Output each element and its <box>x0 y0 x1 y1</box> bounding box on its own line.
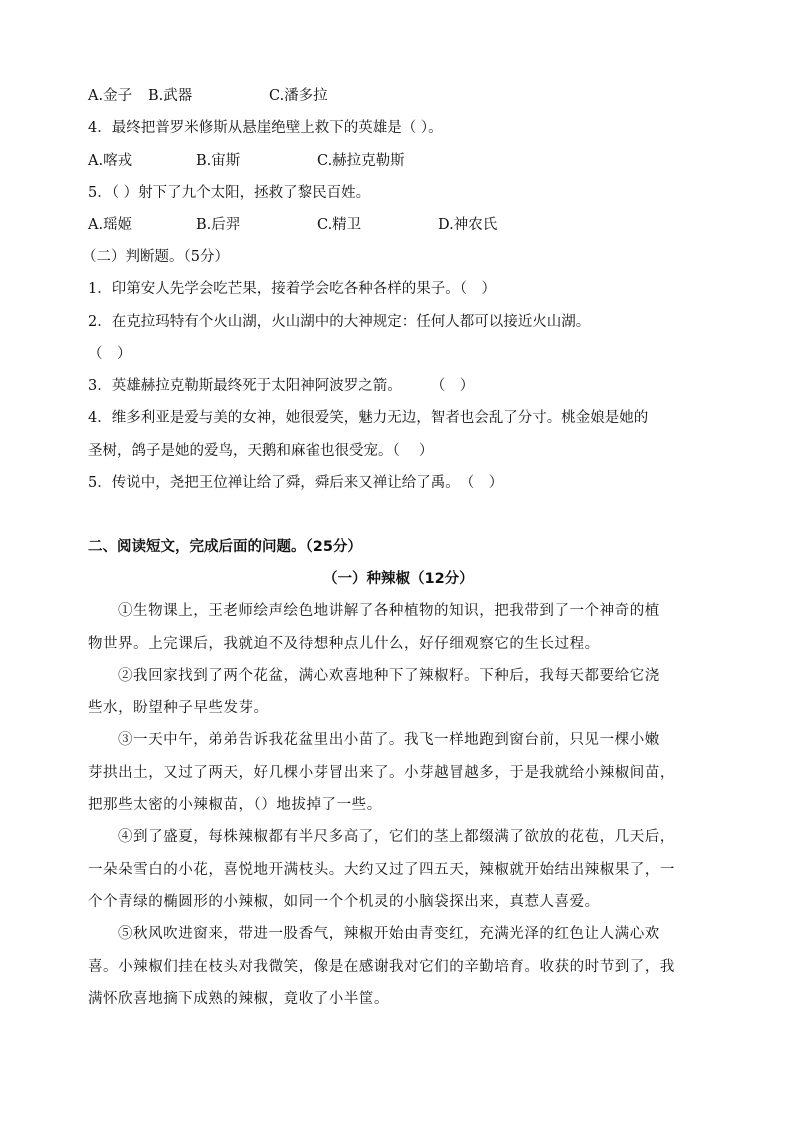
judge-section-title: （二）判断题。（5分） <box>82 249 229 265</box>
paragraph-3-line2: 芽拱出土，又过了两天，好几棵小芽冒出来了。小芽越冒越多，于是我就给小辣椒间苗， <box>88 765 675 781</box>
q3-option-c: C.潘多拉 <box>269 88 328 104</box>
q5-option-c: C.精卫 <box>317 217 362 233</box>
paragraph-5-line3: 满怀欣喜地摘下成熟的辣椒，竟收了小半筐。 <box>88 991 389 1007</box>
q3-option-b: B.武器 <box>148 88 193 104</box>
judge-3: 3．英雄赫拉克勒斯最终死于太阳神阿波罗之箭。 （ ） <box>88 378 475 394</box>
paragraph-3-line3: 把那些太密的小辣椒苗，（）地拔掉了一些。 <box>88 797 382 813</box>
judge-4-line1: 4．维多利亚是爱与美的女神，她很爱笑，魅力无边，智者也会乱了分寸。桃金娘是她的 <box>88 410 649 426</box>
question-4: 4．最终把普罗米修斯从悬崖绝壁上救下的英雄是（ ）。 <box>88 120 443 136</box>
q4-option-c: C.赫拉克勒斯 <box>317 153 405 169</box>
paragraph-3-line1: ③一天中午，弟弟告诉我花盆里出小苗了。我飞一样地跑到窗台前，只见一棵小嫩 <box>118 732 660 748</box>
judge-2-line1: 2．在克拉玛特有个火山湖，火山湖中的大神规定：任何人都可以接近火山湖。 <box>88 314 591 330</box>
paragraph-2-line2: 些水，盼望种子早些发芽。 <box>88 700 269 716</box>
paragraph-4-line3: 个个青绿的椭圆形的小辣椒，如同一个个机灵的小脑袋探出来，真惹人喜爱。 <box>88 894 600 910</box>
paragraph-4-line1: ④到了盛夏，每株辣椒都有半尺多高了，它们的茎上都缀满了欲放的花苞，几天后， <box>118 829 675 845</box>
reading-section-heading: 二、阅读短文，完成后面的问题。（25分） <box>88 539 362 555</box>
paragraph-5-line1: ⑤秋风吹进窗来，带进一股香气，辣椒开始由青变红，充满光泽的红色让人满心欢 <box>118 926 660 942</box>
judge-5: 5．传说中，尧把王位禅让给了舜，舜后来又禅让给了禹。 （ ） <box>88 475 504 491</box>
paragraph-1-line1: ①生物课上，王老师绘声绘色地讲解了各种植物的知识，把我带到了一个神奇的植 <box>118 603 660 619</box>
q4-option-b: B.宙斯 <box>196 153 241 169</box>
paragraph-4-line2: 一朵朵雪白的小花，喜悦地开满枝头。大约又过了四五天，辣椒就开始结出辣椒果了，一 <box>88 862 675 878</box>
paragraph-5-line2: 喜。小辣椒们挂在枝头对我微笑，像是在感谢我对它们的辛勤培育。收获的时节到了，我 <box>88 959 675 975</box>
judge-2-line2: （ ） <box>88 346 132 362</box>
q5-option-a: A.瑶姬 <box>88 217 133 233</box>
judge-1: 1．印第安人先学会吃芒果，接着学会吃各种各样的果子。（ ） <box>88 281 496 297</box>
q3-option-a: A.金子 <box>88 88 133 104</box>
passage-title: （一）种辣椒（12分） <box>323 571 474 587</box>
q5-option-b: B.后羿 <box>196 217 241 233</box>
q5-option-d: D.神农氏 <box>438 217 498 233</box>
paragraph-2-line1: ②我回家找到了两个花盆，满心欢喜地种下了辣椒籽。下种后，我每天都要给它浇 <box>118 668 660 684</box>
judge-4-line2: 圣树，鸽子是她的爱鸟，天鹅和麻雀也很受宠。（ ） <box>88 443 434 459</box>
q4-option-a: A.喀戎 <box>88 153 133 169</box>
question-5: 5．（ ）射下了九个太阳，拯救了黎民百姓。 <box>88 185 371 201</box>
paragraph-1-line2: 物世界。上完课后，我就迫不及待想种点儿什么，好仔细观察它的生长过程。 <box>88 636 600 652</box>
